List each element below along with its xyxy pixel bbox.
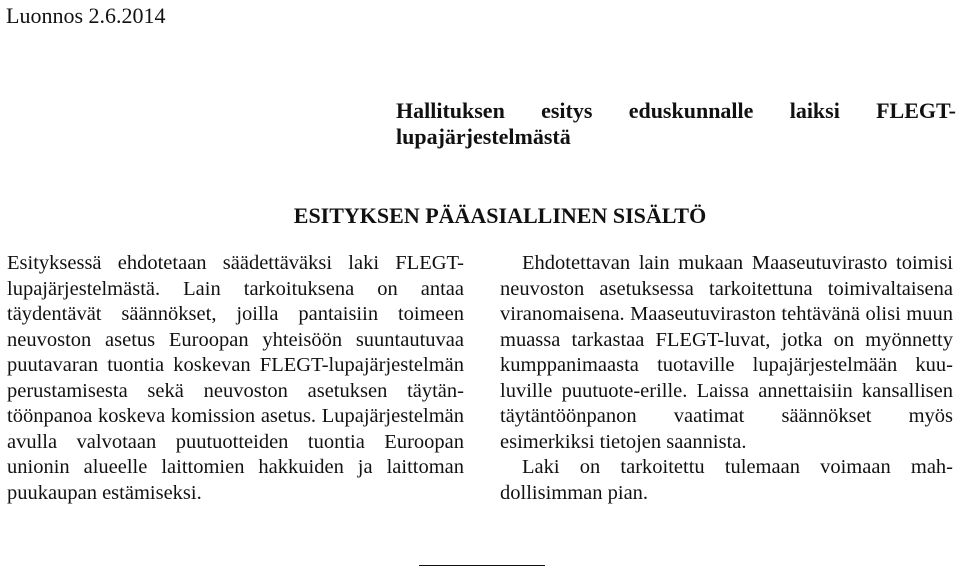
section-heading: ESITYKSEN PÄÄASIALLINEN SISÄLTÖ <box>293 203 707 228</box>
summary-paragraph-left: Esityksessä ehdotetaan säädettäväksi laki FLEGT-lupajärjestelmästä. Lain tarkoituksena on antaa täydentävät säännökset, joilla pantaisiin toimeen neuvoston asetus Euroopan yhteisöön suuntautuvaa puutavaran tuontia koskevan FLEGT-lupajärjestelmän perustamisesta sekä neuvoston asetuksen täytäntöönpanoa koskeva komission asetus. Lupajärjestelmän avulla valvotaan puutuotteiden tuontia Euroopan unionin alueelle laittomien hakkuiden ja laittoman puukaupan estämiseksi. <box>7 252 464 504</box>
document-title: Hallituksen esitys eduskunnalle laiksi FLEGT-lupajärjestelmästä <box>396 98 956 149</box>
draft-label: Luonnos 2.6.2014 <box>6 3 166 28</box>
summary-left-column <box>7 251 464 506</box>
summary-paragraph-right-2: Laki on tarkoitettu tulemaan voimaan mahdollisimman pian. <box>500 456 953 504</box>
summary-paragraph-right-1: Ehdotettavan lain mukaan Maaseutuvirasto toimisi neuvoston asetuksessa tarkoitettuna toimivaltaisena viranomaisena. Maaseutuviraston tehtävänä olisi muun muassa tarkastaa FLEGT-luvat, jotka on myönnetty kumppanimaasta tuotaville lupajärjestelmään kuuluville puutuote-erille. Laissa annettaisiin kansallisen täytäntöönpanon vaatimat säännökset myös esimerkiksi tietojen saannista. <box>500 252 953 453</box>
summary-right-column <box>500 251 953 506</box>
closing-rule <box>419 565 545 566</box>
